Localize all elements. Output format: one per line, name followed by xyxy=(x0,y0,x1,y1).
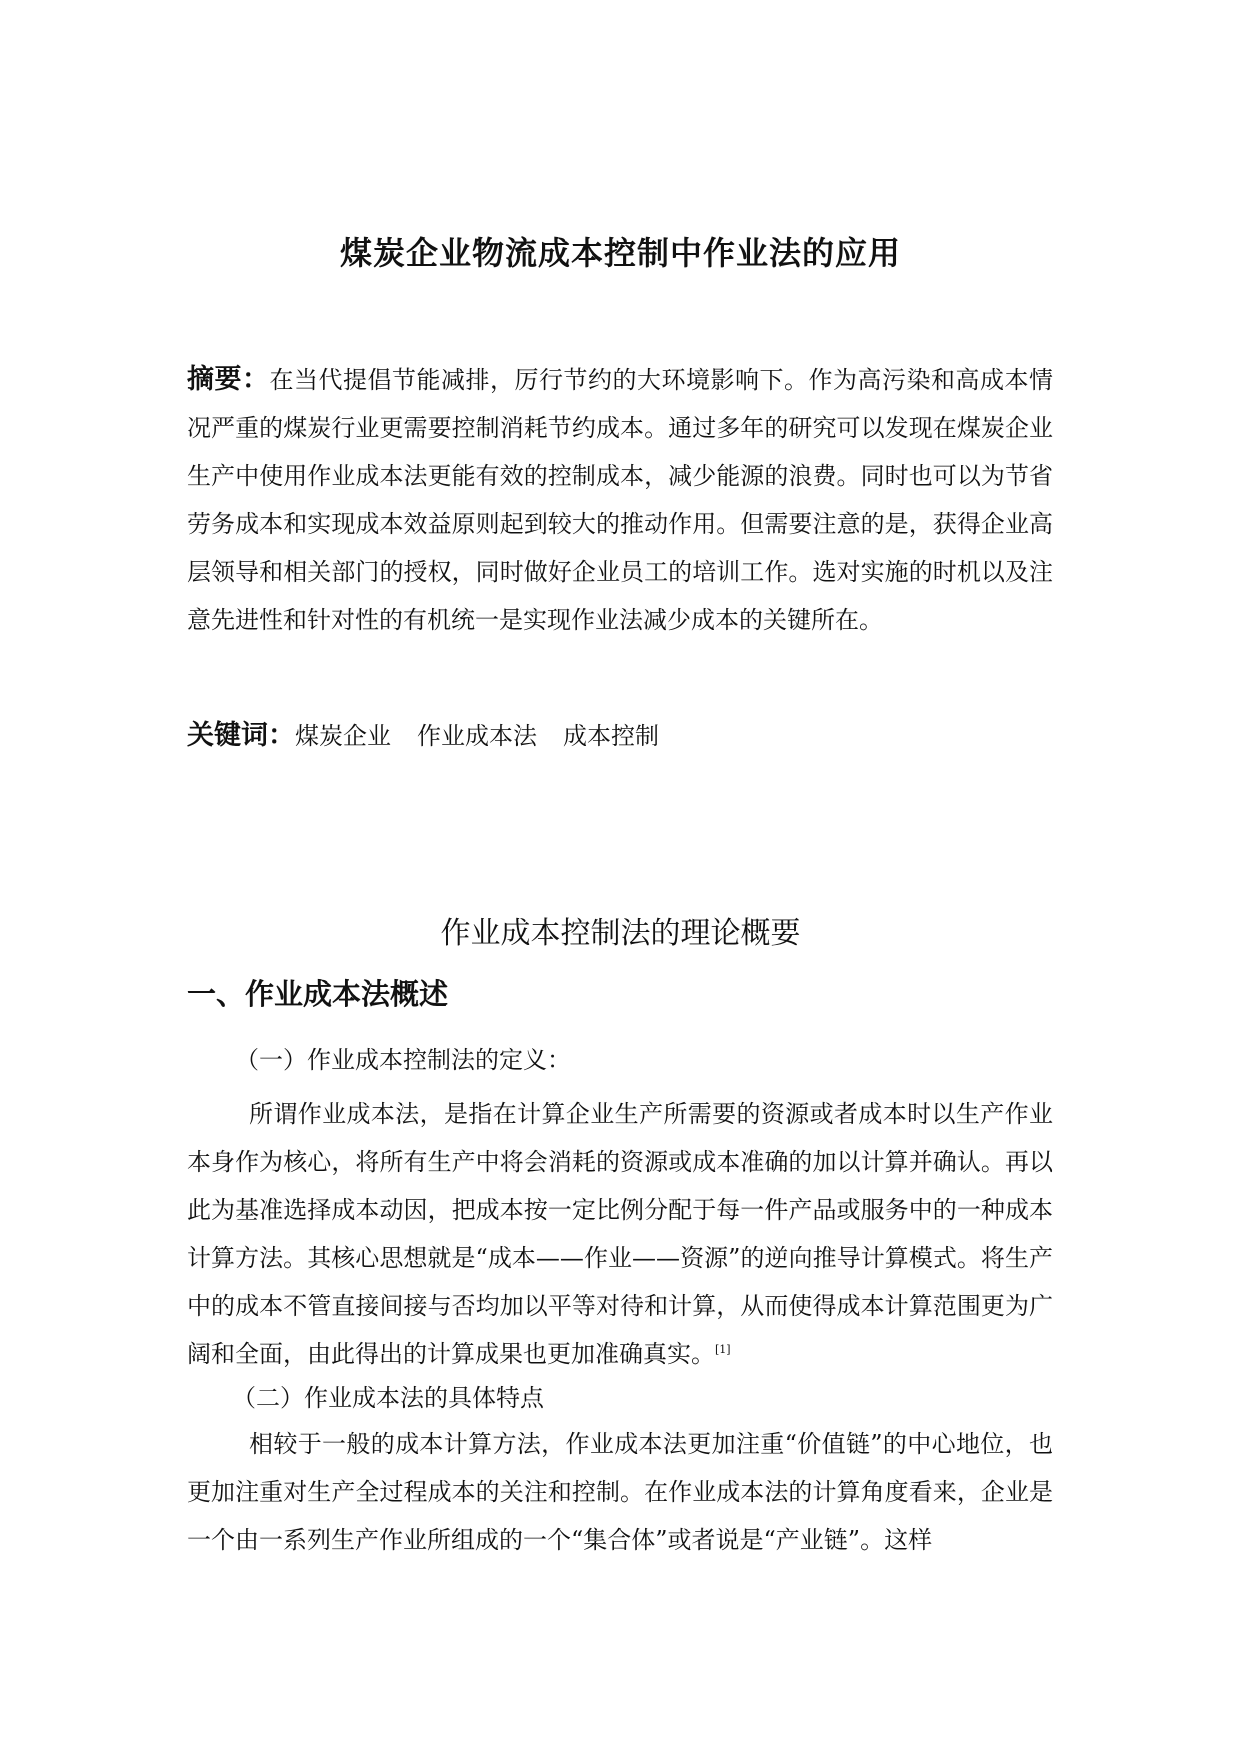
keyword-item: 成本控制 xyxy=(563,722,659,750)
abstract-text: 在当代提倡节能减排，厉行节约的大环境影响下。作为高污染和高成本情况严重的煤炭行业更需要控制消耗节约成本。通过多年的研究可以发现在煤炭企业生产中使用作业成本法更能有效的控制成本，减少能源的浪费。同时也可以为节省劳务成本和实现成本效益原则起到较大的推动作用。但需要注意的是，获得企业高层领导和相关部门的授权，同时做好企业员工的培训工作。选对实施的时机以及注意先进性和针对性的有机统一是实现作业法减少成本的关键所在。 xyxy=(187,366,1053,634)
definition-text: 所谓作业成本法，是指在计算企业生产所需要的资源或者成本时以生产作业本身作为核心，将所有生产中将会消耗的资源或成本准确的加以计算并确认。再以此为基准选择成本动因，把成本按一定比例分配于每一件产品或服务中的一种成本计算方法。其核心思想就是“成本——作业——资源”的逆向推导计算模式。将生产中的成本不管直接间接与否均加以平等对待和计算，从而使得成本计算范围更为广阔和全面，由此得出的计算成果也更加准确真实。 xyxy=(187,1100,1053,1368)
subsection-heading-features: （二）作业成本法的具体特点 xyxy=(232,1384,544,1412)
section-title: 作业成本控制法的理论概要 xyxy=(440,916,801,951)
abstract-section xyxy=(187,356,1053,644)
features-text: 相较于一般的成本计算方法，作业成本法更加注重“价值链”的中心地位，也更加注重对生产全过程成本的关注和控制。在作业成本法的计算角度看来，企业是一个由一系列生产作业所组成的一个“集合体”或者说是“产业链”。这样 xyxy=(187,1430,1053,1554)
keywords-label: 关键词： xyxy=(187,720,295,751)
definition-paragraph xyxy=(187,1090,1053,1378)
keyword-item: 煤炭企业 xyxy=(295,722,391,750)
abstract-label: 摘要： xyxy=(187,364,270,395)
document-title: 煤炭企业物流成本控制中作业法的应用 xyxy=(339,234,901,272)
keyword-item: 作业成本法 xyxy=(417,722,537,750)
features-paragraph xyxy=(187,1420,1053,1564)
heading-level1: 一、作业成本法概述 xyxy=(187,977,449,1011)
keywords-section xyxy=(187,716,685,756)
citation-marker: [1] xyxy=(715,1343,731,1356)
subsection-heading-definition: （一）作业成本控制法的定义： xyxy=(235,1046,571,1074)
